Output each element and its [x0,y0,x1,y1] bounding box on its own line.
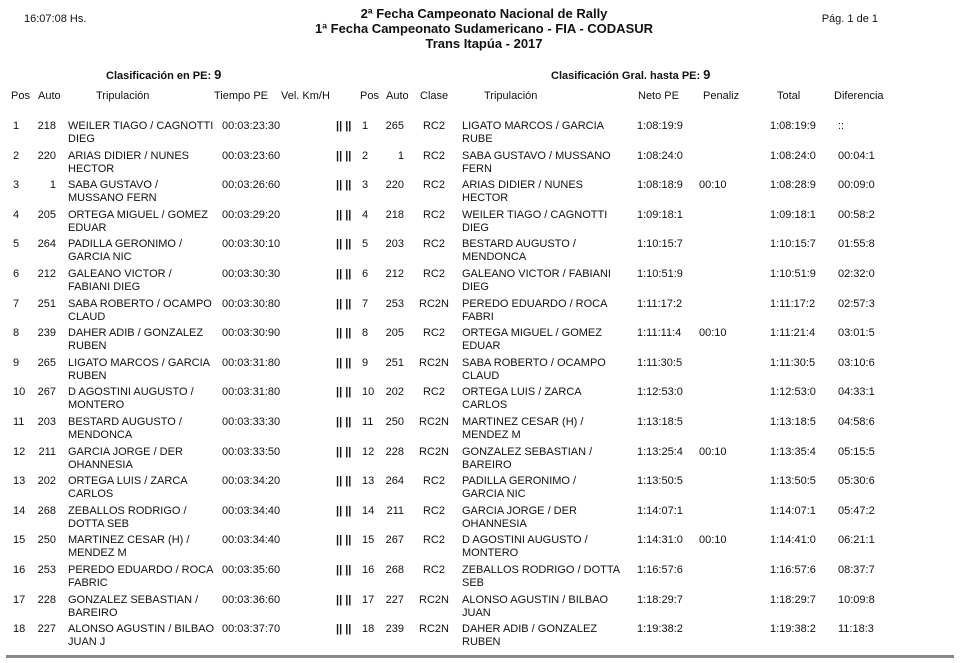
general-auto: 267 [385,534,404,547]
general-pos: 7 [362,297,369,310]
stage-auto: 205 [37,208,56,221]
general-label-text: Clasificación Gral. hasta PE: [551,70,701,82]
stage-pos: 13 [13,475,26,488]
general-auto: 239 [385,623,404,636]
stage-pos: 10 [13,386,26,399]
general-class: RC2 [422,504,445,517]
general-penalty: 00:10 [699,327,727,340]
stage-time: 00:03:29:20 [222,208,281,221]
stage-time: 00:03:34:40 [222,534,281,547]
stage-time: 00:03:37:70 [222,623,281,636]
general-crew: SABA GUSTAVO / MUSSANO FERN [462,149,611,175]
stage-time: 00:03:30:90 [222,327,281,340]
table-row [0,534,960,564]
general-difference: 01:55:8 [838,238,875,251]
col-header-speed: Vel. Km/H [281,90,330,102]
stage-pos: 17 [13,593,26,606]
stage-auto: 202 [37,475,56,488]
stage-auto: 239 [37,327,56,340]
general-pos: 10 [362,386,375,399]
general-auto: 265 [385,120,404,132]
general-pos: 13 [362,475,375,488]
stage-crew: GONZALEZ SEBASTIAN / BAREIRO [68,593,199,619]
stage-pos: 8 [13,327,20,340]
print-time: 16:07:08 Hs. [24,13,87,25]
stage-pos: 5 [13,238,20,251]
table-row [0,120,960,150]
column-separator: || || [336,238,352,251]
general-pos: 9 [362,356,369,369]
general-difference: 05:30:6 [838,475,875,488]
general-total: 1:13:35:4 [770,445,816,458]
general-pos: 15 [362,534,375,547]
general-pos: 17 [362,593,375,606]
general-crew: ALONSO AGUSTIN / BILBAO JUAN [462,593,609,619]
general-total: 1:13:50:5 [770,475,816,488]
general-net-time: 1:12:53:0 [637,386,683,399]
general-crew: PEREDO EDUARDO / ROCA FABRI [462,297,607,323]
general-crew: GARCIA JORGE / DER OHANNESIA [462,504,577,530]
general-pos: 2 [362,149,369,162]
stage-number: 9 [214,67,222,82]
general-class: RC2N [419,593,449,606]
general-class: RC2 [422,238,445,251]
general-auto: 268 [385,564,404,576]
general-crew: SABA ROBERTO / OCAMPO CLAUD [462,356,606,382]
stage-pos: 4 [13,208,20,221]
column-separator: || || [336,149,352,162]
stage-pos: 9 [13,356,20,369]
stage-auto: 228 [37,593,56,606]
general-net-time: 1:19:38:2 [637,623,683,636]
general-auto: 218 [385,208,404,221]
stage-pos: 2 [13,149,20,162]
general-crew: BESTARD AUGUSTO / MENDONCA [462,238,576,264]
general-difference: 03:10:6 [838,356,875,369]
stage-pos: 15 [13,534,26,547]
stage-crew: MARTINEZ CESAR (H) / MENDEZ M [68,534,190,560]
col-header-total: Total [777,90,801,102]
general-pos: 8 [362,327,369,340]
general-class: RC2N [419,297,449,310]
stage-time: 00:03:26:60 [222,179,281,192]
general-net-time: 1:14:07:1 [637,504,683,517]
general-crew: ARIAS DIDIER / NUNES HECTOR [462,179,584,205]
general-pos: 16 [362,564,375,576]
title-line-1: 2ª Fecha Campeonato Nacional de Rally [360,6,608,21]
general-pos: 11 [362,416,374,428]
general-difference: 00:09:0 [838,179,875,192]
general-auto: 211 [386,504,404,517]
general-penalty: 00:10 [699,445,727,458]
stage-crew: DAHER ADIB / GONZALEZ RUBEN [68,327,204,353]
general-class: RC2N [419,416,449,428]
table-row [0,298,960,328]
general-crew: MARTINEZ CESAR (H) / MENDEZ M [462,416,584,441]
stage-pos: 11 [13,416,25,428]
stage-time: 00:03:34:40 [222,504,281,517]
stage-auto: 211 [38,445,56,458]
stage-auto: 218 [37,120,56,132]
general-difference: 10:09:8 [838,593,875,606]
col-header-stage-time: Tiempo PE [214,90,269,102]
general-crew: GALEANO VICTOR / FABIANI DIEG [462,268,611,293]
table-row [0,475,960,505]
table-row [0,238,960,268]
stage-crew: SABA GUSTAVO / MUSSANO FERN [68,179,159,205]
table-row [0,357,960,387]
stage-crew: PADILLA GERONIMO / GARCIA NIC [68,238,183,264]
stage-time: 00:03:31:80 [222,386,281,399]
stage-pos: 18 [13,623,26,636]
general-total: 1:10:15:7 [770,238,816,251]
stage-auto: 203 [37,416,56,428]
general-crew: LIGATO MARCOS / GARCIA RUBE [462,120,604,145]
column-separator: || || [336,386,352,399]
general-net-time: 1:09:18:1 [637,208,683,221]
table-row [0,386,960,416]
general-total: 1:08:28:9 [770,179,816,192]
general-total: 1:14:41:0 [770,534,816,547]
general-pos: 6 [362,268,369,280]
col-header-crew: Tripulación [96,90,150,102]
general-crew: PADILLA GERONIMO / GARCIA NIC [462,475,577,501]
general-net-time: 1:11:17:2 [637,297,683,310]
general-class: RC2 [422,386,445,399]
stage-time: 00:03:33:30 [222,416,281,428]
general-crew: D AGOSTINI AUGUSTO / MONTERO [462,534,588,560]
bottom-rule [6,655,954,658]
general-net-time: 1:08:24:0 [637,149,683,162]
general-net-time: 1:13:25:4 [637,445,683,458]
general-penalty: 00:10 [699,179,727,192]
general-class: RC2 [422,120,445,132]
stage-crew: ORTEGA MIGUEL / GOMEZ EDUAR [68,208,208,234]
general-crew: WEILER TIAGO / CAGNOTTI DIEG [462,208,608,234]
general-class: RC2N [419,356,449,369]
general-total: 1:16:57:6 [770,564,816,576]
stage-pos: 7 [13,297,20,310]
general-total: 1:14:07:1 [770,504,816,517]
stage-time: 00:03:31:80 [222,356,281,369]
table-row [0,623,960,653]
general-class: RC2 [422,149,445,162]
column-separator: || || [336,327,352,340]
general-auto: 251 [385,356,404,369]
column-separator: || || [336,356,352,369]
general-difference: 04:33:1 [838,386,875,399]
stage-crew: LIGATO MARCOS / GARCIA RUBEN [68,356,210,382]
general-auto: 264 [385,475,404,488]
stage-time: 00:03:34:20 [222,475,281,488]
general-difference: 11:18:3 [838,623,874,636]
general-auto: 205 [385,327,404,340]
stage-auto: 220 [37,149,56,162]
col-header-gen-auto: Auto [386,90,409,102]
stage-time: 00:03:23:30 [222,120,281,132]
column-separator: || || [336,475,352,488]
column-separator: || || [336,208,352,221]
general-total: 1:18:29:7 [770,593,816,606]
general-difference: 02:57:3 [838,297,875,310]
general-class: RC2 [422,268,445,280]
col-header-net: Neto PE [638,90,679,102]
col-header-class: Clase [420,90,449,102]
stage-time: 00:03:30:80 [222,297,281,310]
general-total: 1:08:19:9 [770,120,816,132]
stage-auto: 268 [37,504,56,517]
general-total: 1:11:21:4 [770,327,816,340]
table-row [0,327,960,357]
stage-auto: 264 [37,238,56,251]
stage-crew: ORTEGA LUIS / ZARCA CARLOS [68,475,187,501]
general-total: 1:12:53:0 [770,386,816,399]
general-auto: 253 [385,297,404,310]
general-pos: 3 [362,179,369,192]
general-class: RC2 [422,208,445,221]
stage-auto: 250 [37,534,56,547]
table-row [0,268,960,298]
general-class: RC2 [422,564,445,576]
table-row [0,416,960,446]
general-total: 1:19:38:2 [770,623,816,636]
stage-auto: 251 [37,297,56,310]
column-separator: || || [336,445,352,458]
general-pos: 1 [362,120,369,132]
stage-pos: 16 [13,564,26,576]
general-net-time: 1:13:18:5 [637,416,683,428]
column-separator: || || [336,564,352,576]
general-difference: 08:37:7 [838,564,875,576]
table-row [0,505,960,535]
column-separator: || || [336,179,352,192]
general-auto: 250 [385,416,404,428]
title-line-2: 1ª Fecha Campeonato Sudamericano - FIA - CODASUR [314,21,654,36]
general-stage-number: 9 [703,67,711,82]
col-header-gen-pos: Pos [360,90,379,102]
general-net-time: 1:08:18:9 [637,179,683,192]
general-auto: 1 [397,149,404,162]
general-net-time: 1:10:15:7 [637,238,683,251]
stage-pos: 14 [13,504,26,517]
general-total: 1:11:30:5 [770,356,816,369]
general-auto: 212 [385,268,404,280]
stage-crew: WEILER TIAGO / CAGNOTTI DIEG [68,120,214,145]
table-row [0,594,960,624]
general-pos: 5 [362,238,369,251]
general-penalty: 00:10 [699,534,727,547]
stage-crew: GALEANO VICTOR / FABIANI DIEG [68,268,172,293]
stage-auto: 265 [37,356,56,369]
stage-pos: 12 [13,445,26,458]
col-header-penalty: Penaliz [703,90,740,102]
stage-time: 00:03:35:60 [222,564,281,576]
general-pos: 14 [362,504,375,517]
stage-auto: 227 [37,623,56,636]
general-crew: GONZALEZ SEBASTIAN / BAREIRO [462,445,593,471]
stage-time: 00:03:36:60 [222,593,281,606]
stage-classification-label [106,67,221,82]
col-header-difference: Diferencia [834,90,884,102]
stage-time: 00:03:33:50 [222,445,281,458]
general-class: RC2 [422,327,445,340]
stage-crew: BESTARD AUGUSTO / MENDONCA [68,416,182,441]
general-total: 1:10:51:9 [770,268,816,280]
stage-crew: D AGOSTINI AUGUSTO / MONTERO [68,386,194,412]
stage-auto: 267 [37,386,56,399]
stage-time: 00:03:30:30 [222,268,281,280]
stage-crew: ALONSO AGUSTIN / BILBAO JUAN J [68,623,215,649]
general-total: 1:08:24:0 [770,149,816,162]
general-class: RC2 [422,534,445,547]
general-crew: DAHER ADIB / GONZALEZ RUBEN [462,623,598,649]
page-indicator: Pág. 1 de 1 [821,13,878,25]
table-row [0,446,960,476]
general-total: 1:09:18:1 [770,208,816,221]
general-total: 1:11:17:2 [770,297,816,310]
stage-auto: 1 [49,179,56,192]
general-difference: 00:04:1 [838,149,875,162]
stage-pos: 1 [13,120,20,132]
col-header-auto: Auto [38,90,61,102]
general-auto: 228 [385,445,404,458]
general-net-time: 1:18:29:7 [637,593,683,606]
col-header-gen-crew: Tripulación [484,90,538,102]
column-separator: || || [336,120,352,132]
table-row [0,564,960,594]
general-class: RC2 [422,179,445,192]
general-pos: 12 [362,445,375,458]
general-difference: 05:47:2 [838,504,875,517]
column-separator: || || [336,593,352,606]
table-row [0,179,960,209]
general-net-time: 1:10:51:9 [637,268,683,280]
general-auto: 227 [385,593,404,606]
report-title [0,6,960,51]
general-difference: 06:21:1 [838,534,875,547]
stage-pos: 6 [13,268,20,280]
column-separator: || || [336,268,352,280]
general-crew: ORTEGA MIGUEL / GOMEZ EDUAR [462,327,602,353]
table-row [0,209,960,239]
general-difference: 04:58:6 [838,416,875,428]
general-total: 1:13:18:5 [770,416,816,428]
general-auto: 203 [385,238,404,251]
title-line-3: Trans Itapúa - 2017 [425,36,543,51]
column-separator: || || [336,623,352,636]
stage-time: 00:03:30:10 [222,238,281,251]
stage-label-text: Clasificación en PE: [106,70,212,82]
general-pos: 4 [362,208,369,221]
general-net-time: 1:13:50:5 [637,475,683,488]
column-separator: || || [336,534,352,547]
column-separator: || || [336,297,352,310]
general-crew: ZEBALLOS RODRIGO / DOTTA SEB [462,564,620,589]
general-class: RC2N [419,445,449,458]
stage-auto: 212 [37,268,56,280]
general-crew: ORTEGA LUIS / ZARCA CARLOS [462,386,581,412]
stage-auto: 253 [37,564,56,576]
general-net-time: 1:16:57:6 [637,564,683,576]
table-row [0,150,960,180]
stage-crew: SABA ROBERTO / OCAMPO CLAUD [68,297,212,323]
stage-crew: GARCIA JORGE / DER OHANNESIA [68,445,183,471]
column-separator: || || [336,416,352,428]
stage-crew: ARIAS DIDIER / NUNES HECTOR [68,149,190,175]
general-pos: 18 [362,623,375,636]
general-difference: 00:58:2 [838,208,875,221]
column-separator: || || [336,504,352,517]
general-auto: 202 [385,386,404,399]
general-class: RC2 [422,475,445,488]
general-auto: 220 [385,179,404,192]
general-difference: 05:15:5 [838,445,875,458]
general-net-time: 1:11:30:5 [637,356,683,369]
general-difference: :: [838,120,845,132]
general-difference: 03:01:5 [838,327,875,340]
general-net-time: 1:08:19:9 [637,120,683,132]
col-header-pos: Pos [11,90,30,102]
stage-time: 00:03:23:60 [222,149,281,162]
stage-crew: PEREDO EDUARDO / ROCA FABRIC [68,564,213,589]
general-classification-label [551,67,710,82]
general-difference: 02:32:0 [838,268,875,280]
stage-crew: ZEBALLOS RODRIGO / DOTTA SEB [68,504,187,530]
stage-pos: 3 [13,179,20,192]
general-net-time: 1:14:31:0 [637,534,683,547]
general-class: RC2N [419,623,449,636]
general-net-time: 1:11:11:4 [637,327,682,340]
